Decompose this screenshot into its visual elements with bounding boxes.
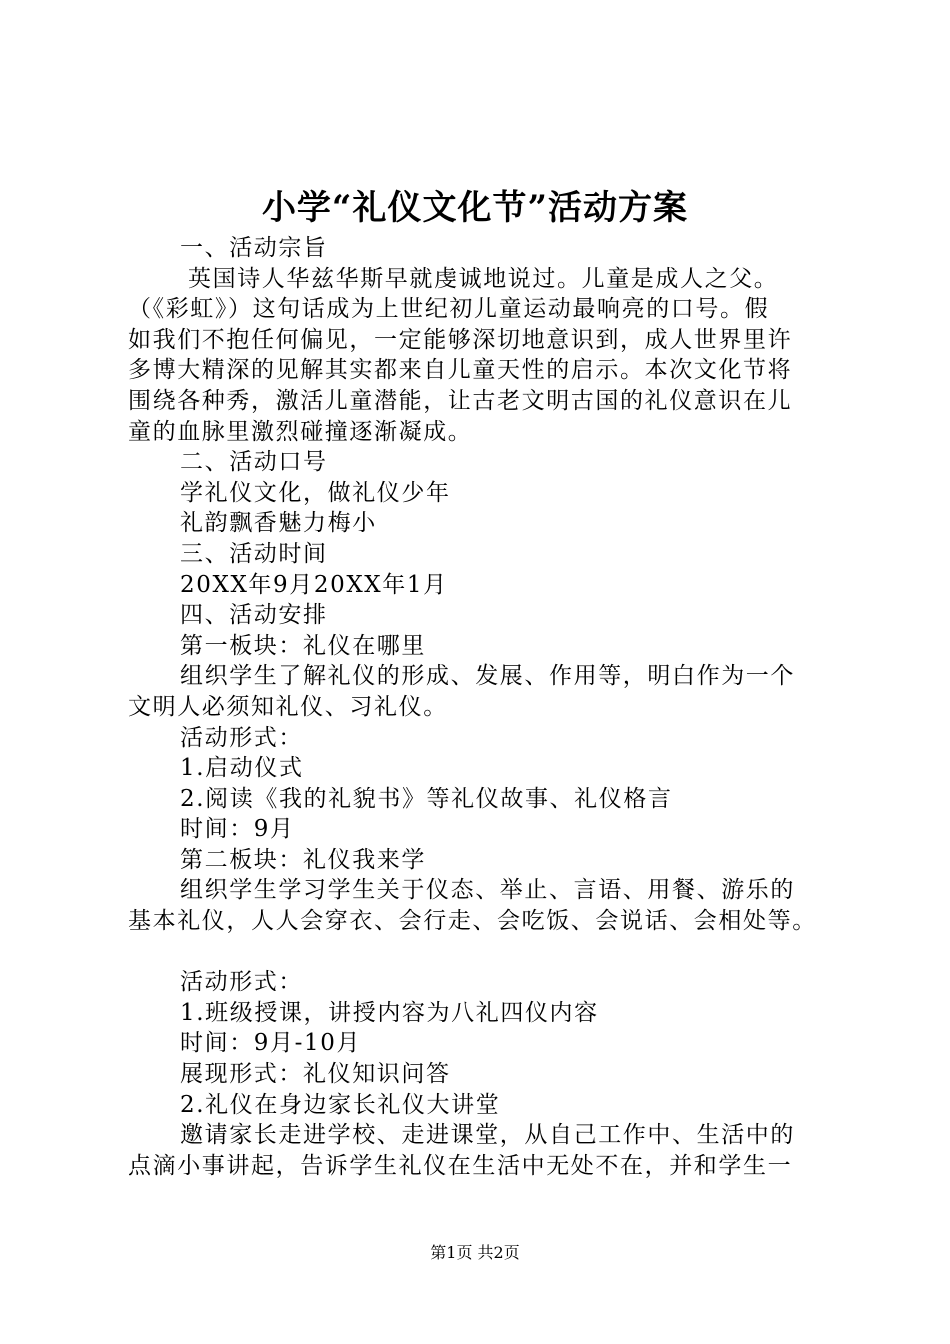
list-item: 1.启动仪式 <box>180 755 304 782</box>
paragraph-line: 多博大精深的见解其实都来自儿童天性的启示。本次文化节将 <box>128 357 793 384</box>
paragraph-line: 点滴小事讲起，告诉学生礼仪在生活中无处不在，并和学生一 <box>128 1152 793 1179</box>
time-line: 20XX年9月20XX年1月 <box>180 571 448 598</box>
paragraph-line: 文明人必须知礼仪、习礼仪。 <box>128 693 448 720</box>
paragraph-line: 邀请家长走进学校、走进课堂，从自己工作中、生活中的 <box>180 1122 795 1149</box>
section-heading-purpose: 一、活动宗旨 <box>180 235 328 261</box>
paragraph-line: （《彩虹》）这句话成为上世纪初儿童运动最响亮的口号。假 <box>128 296 770 323</box>
section-heading-arrangement: 四、活动安排 <box>180 602 328 629</box>
presentation-form-line: 展现形式：礼仪知识问答 <box>180 1061 451 1088</box>
document-title: 小学“礼仪文化节”活动方案 <box>261 188 689 228</box>
paragraph-line: 围绕各种秀，激活儿童潜能，让古老文明古国的礼仪意识在儿 <box>128 387 793 414</box>
block-heading-1: 第一板块：礼仪在哪里 <box>180 632 426 659</box>
time-line: 时间：9月-10月 <box>180 1030 362 1057</box>
activity-form-label: 活动形式： <box>180 724 303 751</box>
activity-form-label: 活动形式： <box>180 969 303 996</box>
section-heading-slogan: 二、活动口号 <box>180 449 328 476</box>
paragraph-line: 童的血脉里激烈碰撞逐渐凝成。 <box>128 418 473 445</box>
block-heading-2: 第二板块：礼仪我来学 <box>180 846 426 873</box>
blank-line <box>128 937 838 968</box>
slogan-line: 学礼仪文化，做礼仪少年 <box>180 479 451 506</box>
list-item: 2.阅读《我的礼貌书》等礼仪故事、礼仪格言 <box>180 785 673 812</box>
slogan-line: 礼韵飘香魅力梅小 <box>180 510 377 537</box>
paragraph-line: 如我们不抱任何偏见，一定能够深切地意识到，成人世界里许 <box>128 326 793 353</box>
list-item: 1.班级授课，讲授内容为八礼四仪内容 <box>180 999 599 1026</box>
paragraph-line: 组织学生学习学生关于仪态、举止、言语、用餐、游乐的 <box>180 877 795 904</box>
paragraph-line: 英国诗人华兹华斯早就虔诚地说过。儿童是成人之父。 <box>188 265 779 292</box>
section-heading-time: 三、活动时间 <box>180 540 328 567</box>
document-body <box>128 233 838 1181</box>
time-line: 时间：9月 <box>180 816 295 843</box>
list-item: 2.礼仪在身边家长礼仪大讲堂 <box>180 1091 501 1118</box>
page-footer: 第1页 共2页 <box>430 1243 520 1262</box>
paragraph-line: 基本礼仪，人人会穿衣、会行走、会吃饭、会说话、会相处等。 <box>128 908 817 935</box>
paragraph-line: 组织学生了解礼仪的形成、发展、作用等，明白作为一个 <box>180 663 795 690</box>
